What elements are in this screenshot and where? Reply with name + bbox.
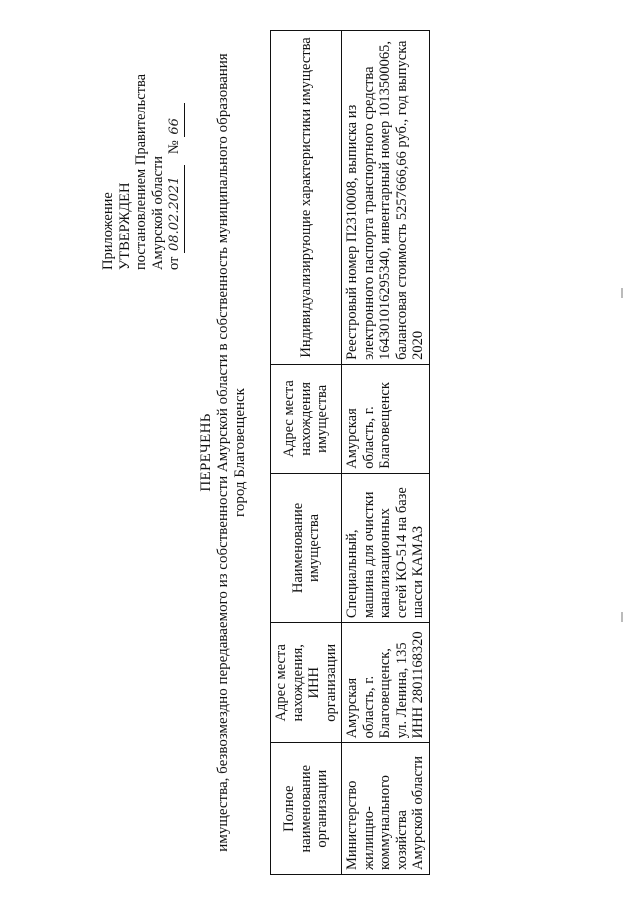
region-label: Амурской области: [149, 156, 166, 270]
title-line-1: имущества, безвозмездно передаваемого из собственности Амурской области в собственность муниципального образования: [215, 53, 231, 852]
header-property-name: Наименование имущества: [271, 473, 342, 622]
cell-property-address: Амурская область, г. Благовещенск: [342, 364, 430, 473]
header-property-address: Адрес места нахождения имущества: [271, 364, 342, 473]
header-org-name: Полное наименование организации: [271, 743, 342, 875]
date-prefix: от: [166, 256, 182, 270]
cell-characteristics: Реестровый номер П2310008, выписка из электронного паспорта транспортного средства 164301016295340, инвентарный номер 1013500065, балансовая стоимость 5257666,66 руб., год выпуска 2020: [342, 31, 430, 365]
approval-block: [100, 10, 185, 270]
cell-org-name: Министерство жилищно-коммунального хозяйства Амурской области: [342, 743, 430, 875]
cell-org-address: Амурская область, г. Благовещенск, ул. Ленина, 135 ИНН 2801168320: [342, 623, 430, 743]
handwritten-date: 08.02.2021: [167, 165, 185, 253]
title-heading: ПЕРЕЧЕНЬ: [198, 413, 214, 492]
decree-label: постановлением Правительства: [133, 73, 149, 270]
handwritten-number: 66: [167, 103, 185, 137]
header-org-address: Адрес места нахождения, ИНН организации: [271, 623, 342, 743]
number-prefix: №: [166, 140, 182, 155]
document-title: [198, 0, 249, 905]
header-characteristics: Индивидуализирующие характеристики имущества: [271, 31, 342, 365]
date-number-line: [166, 10, 185, 270]
title-line-2: город Благовещенск: [232, 388, 248, 517]
table-row: [342, 31, 430, 875]
approved-label: УТВЕРЖДЕН: [116, 182, 133, 270]
table-header-row: [271, 31, 342, 875]
cell-property-name: Специальный, машина для очистки канализационных сетей КО-514 на базе шасси КАМАЗ: [342, 473, 430, 622]
attachment-label: Приложение: [100, 192, 116, 270]
property-table: [270, 30, 430, 875]
